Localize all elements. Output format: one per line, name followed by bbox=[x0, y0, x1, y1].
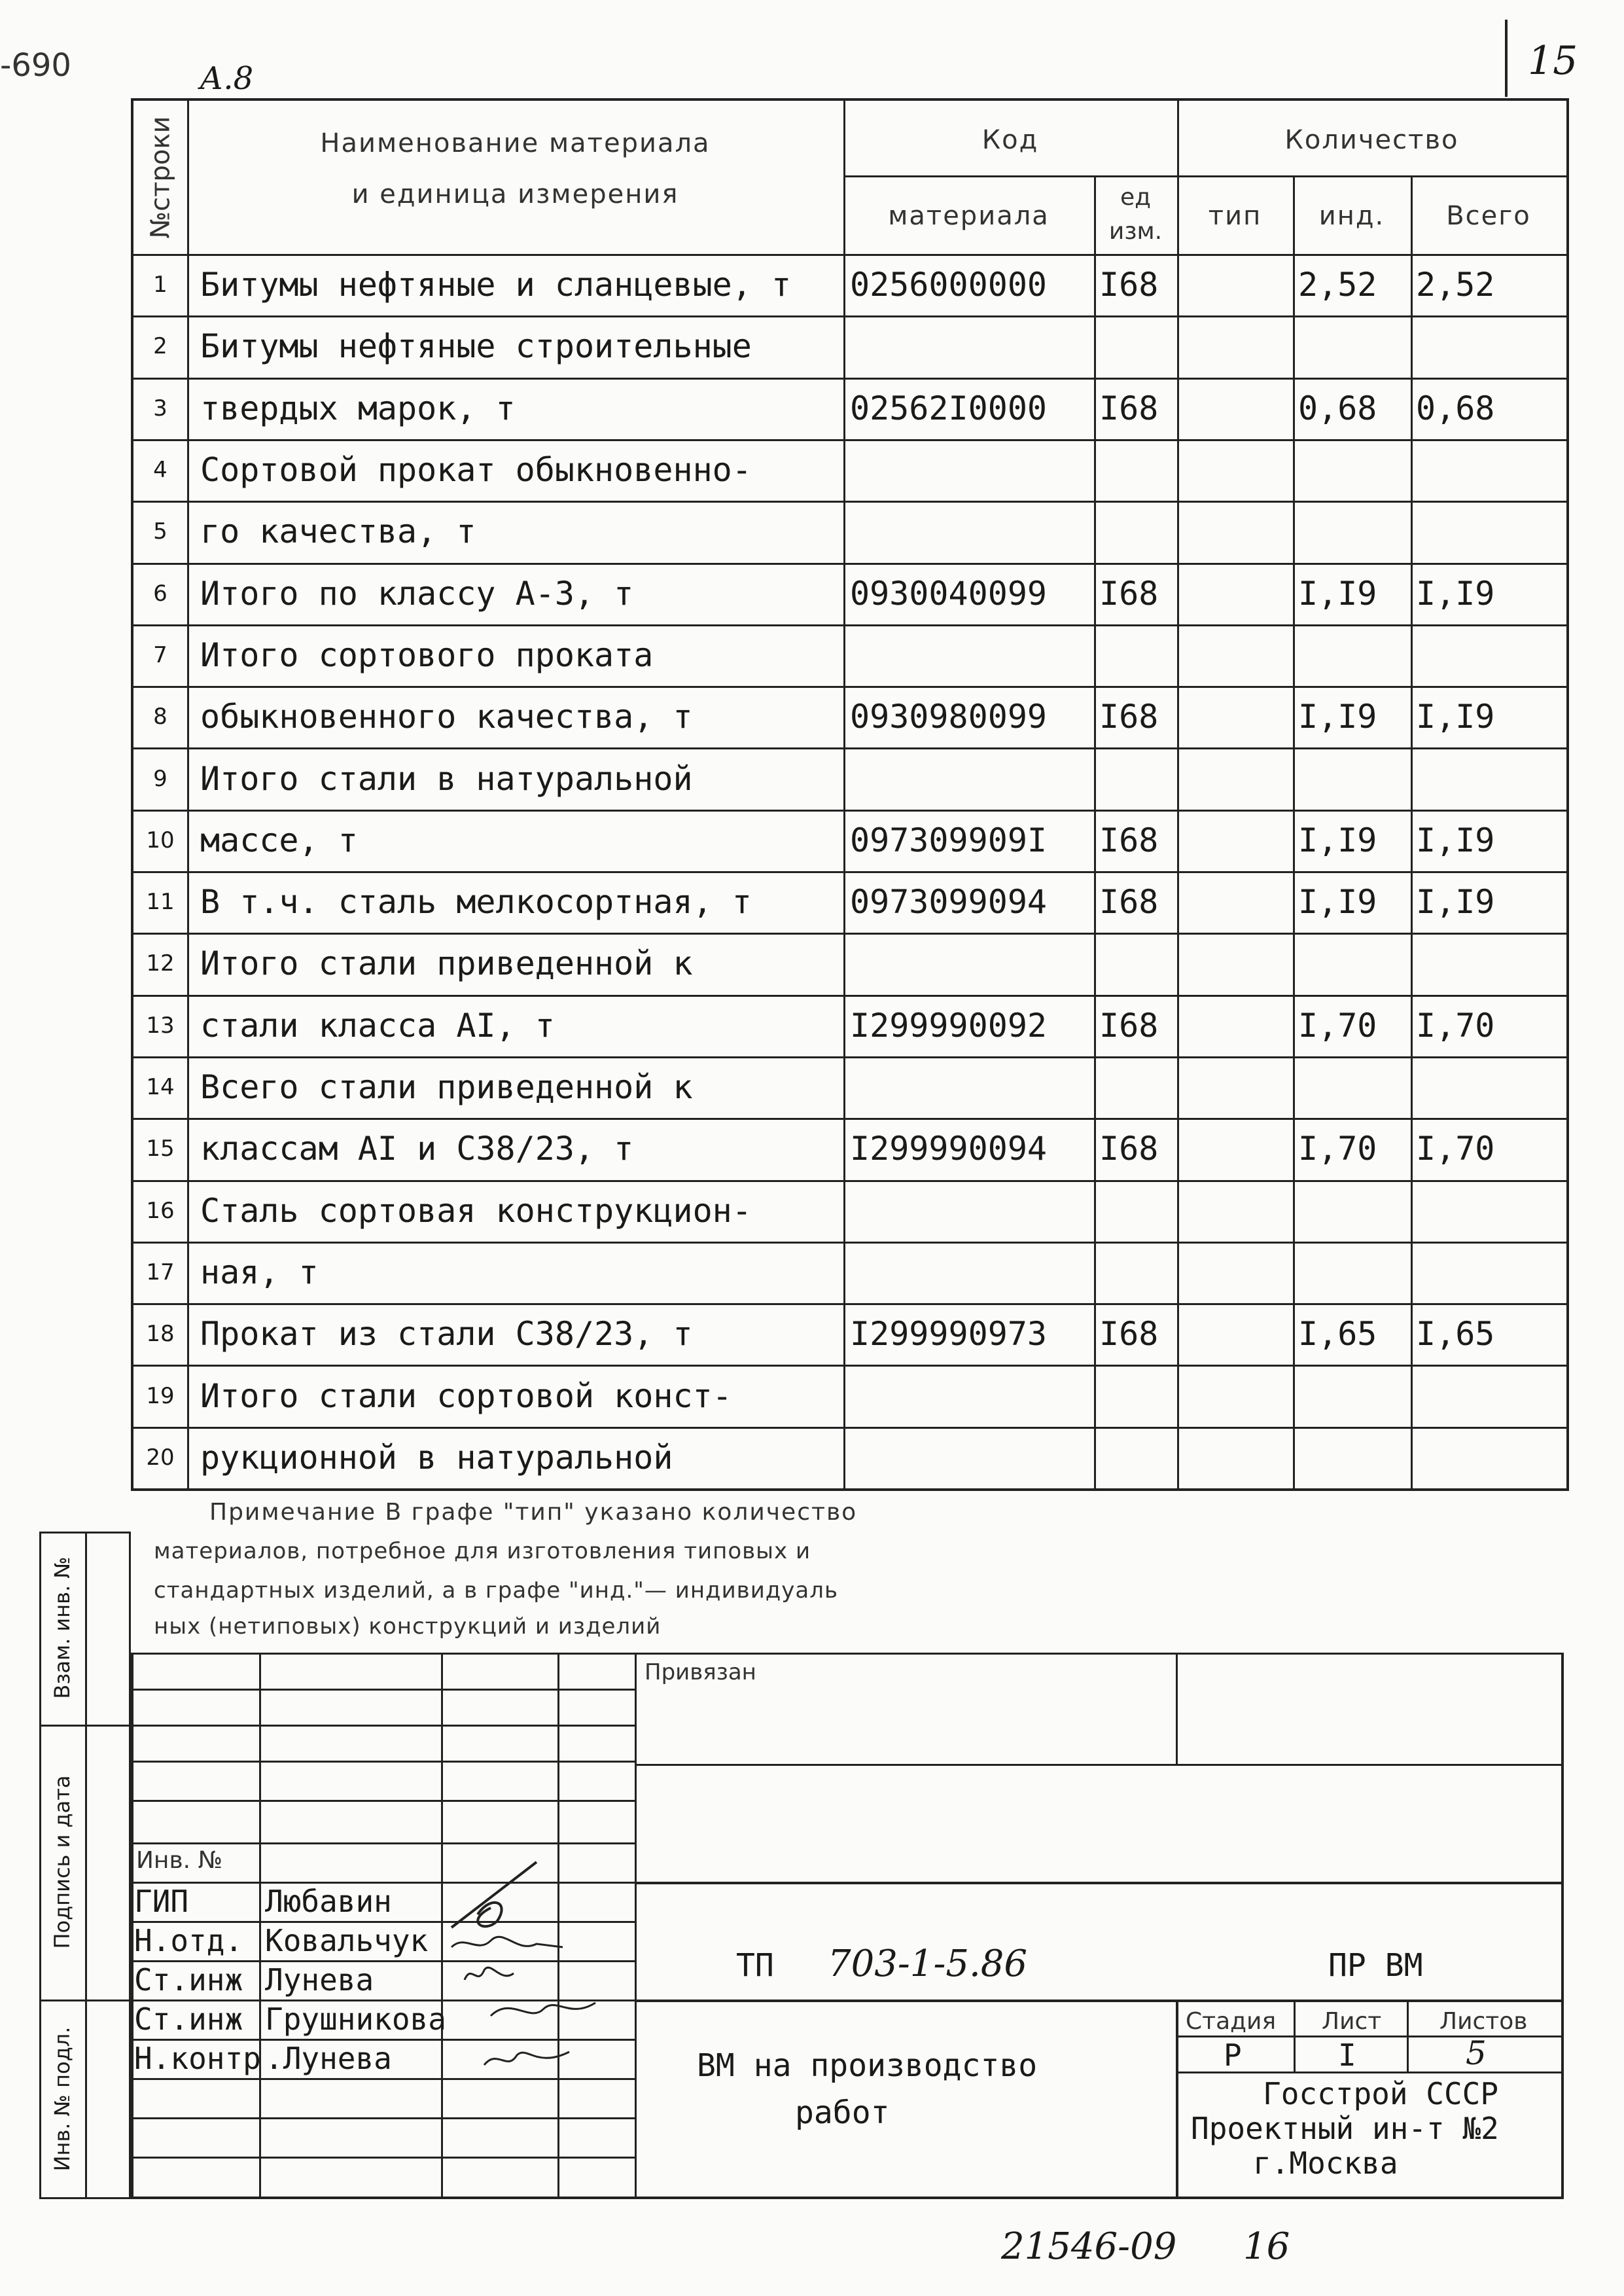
cell-total bbox=[1411, 1056, 1572, 1118]
cell-code bbox=[843, 501, 1101, 562]
stamp-hline bbox=[131, 1689, 635, 1691]
qty-type-header: тип bbox=[1208, 201, 1262, 231]
cell-code bbox=[843, 439, 1101, 501]
cell-ind bbox=[1293, 1365, 1416, 1426]
doc-mark: ПР ВМ bbox=[1328, 1947, 1423, 1984]
signer-role: Н.контр bbox=[134, 2041, 261, 2076]
cell-total bbox=[1411, 501, 1572, 562]
cell-total: 2,52 bbox=[1416, 266, 1495, 304]
doc-code: ТП bbox=[736, 1947, 774, 1984]
cell-ind bbox=[1293, 315, 1416, 377]
cell-code bbox=[843, 1056, 1101, 1118]
cell-type bbox=[1177, 315, 1298, 377]
code-unit-header-line1: ед bbox=[1120, 183, 1152, 211]
cell-n: 19 bbox=[146, 1382, 175, 1409]
cell-n: 6 bbox=[153, 580, 168, 607]
cell-name: Прокат из стали С38/23, т bbox=[200, 1315, 693, 1354]
stamp-vline bbox=[1176, 2000, 1178, 2199]
privyazan-label: Привязан bbox=[644, 1659, 756, 1685]
stamp-vline bbox=[1176, 1653, 1178, 1764]
org-line3: г.Москва bbox=[1253, 2145, 1398, 2181]
stamp-hline bbox=[131, 2157, 635, 2159]
cell-name: массе, т bbox=[200, 821, 358, 859]
cell-ind bbox=[1293, 439, 1416, 501]
row-number-header: №строки bbox=[145, 116, 176, 239]
cell-code: I299990973 bbox=[850, 1315, 1048, 1354]
cell-type bbox=[1177, 1427, 1298, 1488]
cell-type bbox=[1177, 1242, 1298, 1303]
cell-code: 02562I0000 bbox=[850, 389, 1048, 427]
cell-ind: I,I9 bbox=[1298, 574, 1377, 613]
quantity-header: Количество bbox=[1284, 125, 1459, 155]
cell-code bbox=[843, 1242, 1101, 1303]
cell-ind: 0,68 bbox=[1298, 389, 1377, 427]
cell-code: 0256000000 bbox=[850, 266, 1048, 304]
cell-name: В т.ч. сталь мелкосортная, т bbox=[200, 883, 752, 922]
cell-unit: I68 bbox=[1099, 1130, 1159, 1168]
cell-n: 17 bbox=[146, 1259, 175, 1285]
cell-n: 7 bbox=[153, 641, 168, 668]
stamp-hline bbox=[635, 1882, 1564, 1884]
cell-unit: I68 bbox=[1099, 1315, 1159, 1354]
cell-total: I,I9 bbox=[1416, 883, 1495, 922]
title-line1: ВМ на производство bbox=[697, 2047, 1038, 2084]
stamp-hline bbox=[635, 1764, 1564, 1766]
signature-lyubavin bbox=[451, 1862, 537, 1928]
stage-label: Стадия bbox=[1186, 2008, 1277, 2035]
cell-type bbox=[1177, 747, 1298, 809]
cell-ind: I,65 bbox=[1298, 1315, 1377, 1354]
signer-name: Любавин bbox=[265, 1884, 392, 1919]
cell-total: I,70 bbox=[1416, 1006, 1495, 1045]
cell-n: 14 bbox=[146, 1074, 175, 1101]
cell-name: Итого стали сортовой конст- bbox=[200, 1376, 732, 1415]
cell-unit bbox=[1094, 1365, 1182, 1426]
side-divider bbox=[85, 1532, 87, 2199]
cell-type bbox=[1177, 933, 1298, 994]
cell-code: 097309909I bbox=[850, 821, 1048, 859]
stamp-hline bbox=[131, 1725, 635, 1727]
cell-code bbox=[843, 1180, 1101, 1242]
inv-no-label: Инв. № bbox=[136, 1847, 223, 1874]
stamp-hline bbox=[131, 2117, 635, 2119]
cell-ind bbox=[1293, 1056, 1416, 1118]
stamp-vline bbox=[635, 1653, 637, 2199]
cell-total bbox=[1411, 1242, 1572, 1303]
cell-type bbox=[1177, 439, 1298, 501]
note-line1: Примечание В графе "тип" указано количество bbox=[209, 1499, 858, 1526]
code-header: Код bbox=[981, 125, 1039, 155]
cell-code bbox=[843, 315, 1101, 377]
signer-name: .Лунева bbox=[265, 2041, 392, 2076]
cell-ind: I,70 bbox=[1298, 1130, 1377, 1168]
cell-unit: I68 bbox=[1099, 574, 1159, 613]
cell-unit bbox=[1094, 933, 1182, 994]
cell-total bbox=[1411, 1365, 1572, 1426]
cell-unit: I68 bbox=[1099, 698, 1159, 736]
signature-kovalchuk bbox=[451, 1937, 563, 1947]
cell-unit bbox=[1094, 1180, 1182, 1242]
cell-type bbox=[1177, 686, 1298, 747]
cell-n: 8 bbox=[153, 704, 168, 730]
cell-name: твердых марок, т bbox=[200, 389, 516, 427]
signer-name: Ковальчук bbox=[265, 1923, 429, 1958]
archive-number: 21546-09 bbox=[1001, 2225, 1177, 2268]
cell-code bbox=[843, 933, 1101, 994]
cell-ind bbox=[1293, 747, 1416, 809]
cell-unit bbox=[1094, 1427, 1182, 1488]
side-label-podpis: Подпись и дата bbox=[50, 1775, 75, 1949]
stamp-hline bbox=[635, 2000, 1564, 2002]
sheet-label: Лист bbox=[1322, 2008, 1382, 2035]
cell-n: 15 bbox=[146, 1136, 175, 1162]
cell-total: I,65 bbox=[1416, 1315, 1495, 1354]
cell-total bbox=[1411, 933, 1572, 994]
name-header-line2: и единица измерения bbox=[351, 179, 679, 209]
corner-divider bbox=[1505, 20, 1508, 97]
cell-name: классам АI и С38/23, т bbox=[200, 1130, 634, 1168]
cell-unit bbox=[1094, 439, 1182, 501]
cell-unit bbox=[1094, 1056, 1182, 1118]
note-line4: ных (нетиповых) конструкций и изделий bbox=[154, 1613, 662, 1640]
cell-total: I,I9 bbox=[1416, 821, 1495, 859]
cell-total bbox=[1411, 624, 1572, 686]
note-line2: материалов, потребное для изготовления типовых и bbox=[154, 1538, 811, 1564]
signer-name: Лунева bbox=[265, 1962, 374, 1998]
qty-total-header: Всего bbox=[1446, 201, 1531, 231]
signer-role: Ст.инж bbox=[134, 1962, 243, 1998]
cell-code: 0930980099 bbox=[850, 698, 1048, 736]
cell-name: Всего стали приведенной к bbox=[200, 1068, 693, 1107]
stamp-hline bbox=[131, 1842, 635, 1844]
materials-table bbox=[131, 98, 1569, 1491]
cell-ind: I,I9 bbox=[1298, 821, 1377, 859]
cell-code bbox=[843, 624, 1101, 686]
cell-ind: I,70 bbox=[1298, 1006, 1377, 1045]
cell-unit: I68 bbox=[1099, 389, 1159, 427]
cell-unit: I68 bbox=[1099, 821, 1159, 859]
cell-name: Сортовой прокат обыкновенно- bbox=[200, 451, 752, 490]
margin-number: -690 bbox=[0, 47, 71, 84]
cell-unit bbox=[1094, 501, 1182, 562]
cell-unit bbox=[1094, 315, 1182, 377]
cell-total bbox=[1411, 1180, 1572, 1242]
cell-ind bbox=[1293, 1427, 1416, 1488]
signer-role: Ст.инж bbox=[134, 2001, 243, 2037]
cell-type bbox=[1177, 810, 1298, 871]
cell-n: 11 bbox=[146, 889, 175, 916]
cell-type bbox=[1177, 995, 1298, 1056]
cell-code: I299990092 bbox=[850, 1006, 1048, 1045]
cell-ind bbox=[1293, 1180, 1416, 1242]
cell-ind: I,I9 bbox=[1298, 883, 1377, 922]
cell-name: обыкновенного качества, т bbox=[200, 698, 693, 736]
cell-type bbox=[1177, 501, 1298, 562]
signature-marks bbox=[438, 1856, 595, 2006]
note-line3: стандартных изделий, а в графе "инд."— индивидуаль bbox=[154, 1577, 839, 1604]
footer-page: 16 bbox=[1243, 2225, 1290, 2268]
cell-name: стали класса АI, т bbox=[200, 1006, 555, 1045]
signer-role: Н.отд. bbox=[134, 1923, 243, 1958]
cell-n: 9 bbox=[153, 765, 168, 792]
signature-luneva bbox=[465, 1967, 514, 1980]
cell-unit: I68 bbox=[1099, 266, 1159, 304]
cell-type bbox=[1177, 1118, 1298, 1179]
cell-name: Битумы нефтяные и сланцевые, т bbox=[200, 266, 792, 304]
cell-total bbox=[1411, 747, 1572, 809]
cell-total bbox=[1411, 1427, 1572, 1488]
cell-type bbox=[1177, 1180, 1298, 1242]
signature-marks-2 bbox=[471, 1990, 622, 2088]
cell-unit bbox=[1094, 1242, 1182, 1303]
cell-code: 0930040099 bbox=[850, 574, 1048, 613]
sheets-label: Листов bbox=[1439, 2008, 1528, 2035]
cell-n: 16 bbox=[146, 1197, 175, 1224]
cell-code bbox=[843, 1427, 1101, 1488]
stamp-hline bbox=[131, 1800, 635, 1802]
cell-ind bbox=[1293, 1242, 1416, 1303]
cell-type bbox=[1177, 378, 1298, 439]
cell-name: Битумы нефтяные строительные bbox=[200, 327, 752, 366]
cell-n: 12 bbox=[146, 950, 175, 977]
cell-n: 13 bbox=[146, 1012, 175, 1039]
doc-number: 703-1-5.86 bbox=[828, 1943, 1028, 1985]
cell-n: 2 bbox=[153, 333, 168, 360]
cell-total: I,I9 bbox=[1416, 574, 1495, 613]
signature-grushnikova bbox=[491, 2003, 595, 2016]
cell-unit bbox=[1094, 624, 1182, 686]
cell-n: 3 bbox=[153, 395, 168, 422]
cell-ind bbox=[1293, 501, 1416, 562]
cell-ind bbox=[1293, 624, 1416, 686]
cell-name: Итого стали в натуральной bbox=[200, 759, 693, 798]
cell-n: 10 bbox=[146, 827, 175, 853]
stamp-hline bbox=[131, 1761, 635, 1763]
name-header-line1: Наименование материала bbox=[320, 128, 711, 158]
sheets-value: 5 bbox=[1466, 2034, 1487, 2072]
signature-luneva-2 bbox=[484, 2052, 569, 2065]
cell-type bbox=[1177, 1056, 1298, 1118]
stamp-vline bbox=[1294, 2000, 1296, 2072]
cell-unit bbox=[1094, 747, 1182, 809]
side-label-vzam: Взам. инв. № bbox=[50, 1556, 75, 1699]
cell-name: Итого по классу А-3, т bbox=[200, 574, 634, 613]
signer-role: ГИП bbox=[134, 1884, 189, 1919]
cell-type bbox=[1177, 563, 1298, 624]
cell-ind: 2,52 bbox=[1298, 266, 1377, 304]
cell-ind bbox=[1293, 933, 1416, 994]
cell-code: I299990094 bbox=[850, 1130, 1048, 1168]
header-sub-line bbox=[843, 175, 1566, 177]
cell-total bbox=[1411, 315, 1572, 377]
cell-n: 18 bbox=[146, 1321, 175, 1348]
sheet-ref: А.8 bbox=[200, 60, 254, 97]
cell-n: 4 bbox=[153, 457, 168, 484]
cell-total: I,70 bbox=[1416, 1130, 1495, 1168]
cell-name: ная, т bbox=[200, 1253, 319, 1291]
cell-n: 5 bbox=[153, 518, 168, 545]
org-line1: Госстрой СССР bbox=[1263, 2076, 1499, 2111]
cell-name: рукционной в натуральной bbox=[200, 1438, 673, 1477]
sheet-value: I bbox=[1338, 2037, 1356, 2073]
side-label-inv-podl: Инв. № подл. bbox=[50, 2026, 75, 2172]
cell-total bbox=[1411, 439, 1572, 501]
cell-total: I,I9 bbox=[1416, 698, 1495, 736]
cell-n: 1 bbox=[153, 272, 168, 298]
signer-name: Грушникова bbox=[265, 2001, 446, 2037]
cell-name: го качества, т bbox=[200, 512, 476, 551]
page-number: 15 bbox=[1528, 38, 1578, 84]
code-material-header: материала bbox=[888, 201, 1050, 231]
stamp-vline bbox=[1407, 2000, 1409, 2072]
cell-code: 0973099094 bbox=[850, 883, 1048, 922]
cell-name: Сталь сортовая конструкцион- bbox=[200, 1191, 752, 1230]
code-unit-header-line2: изм. bbox=[1108, 217, 1163, 245]
cell-n: 20 bbox=[146, 1444, 175, 1471]
title-line2: работ bbox=[795, 2094, 890, 2131]
qty-ind-header: инд. bbox=[1318, 201, 1385, 231]
cell-ind: I,I9 bbox=[1298, 698, 1377, 736]
cell-type bbox=[1177, 254, 1298, 315]
cell-type bbox=[1177, 871, 1298, 933]
cell-type bbox=[1177, 1303, 1298, 1365]
cell-type bbox=[1177, 1365, 1298, 1426]
stage-value: Р bbox=[1224, 2037, 1242, 2073]
cell-code bbox=[843, 1365, 1101, 1426]
cell-unit: I68 bbox=[1099, 883, 1159, 922]
org-line2: Проектный ин-т №2 bbox=[1191, 2111, 1499, 2146]
cell-name: Итого стали приведенной к bbox=[200, 944, 693, 983]
cell-name: Итого сортового проката bbox=[200, 636, 654, 674]
cell-total: 0,68 bbox=[1416, 389, 1495, 427]
cell-type bbox=[1177, 624, 1298, 686]
cell-unit: I68 bbox=[1099, 1006, 1159, 1045]
cell-code bbox=[843, 747, 1101, 809]
